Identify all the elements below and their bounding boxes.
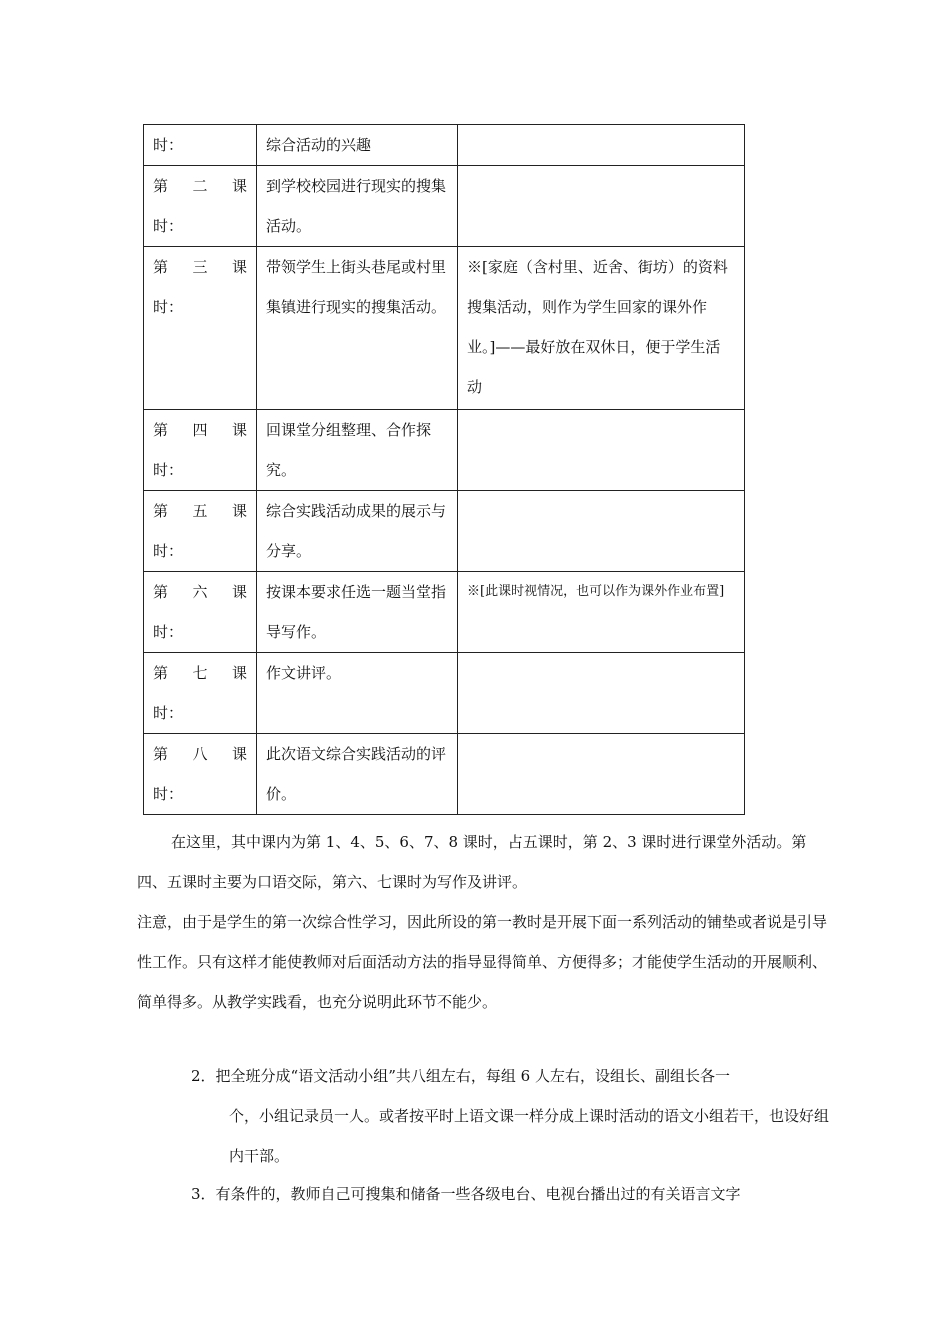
table-row <box>144 166 745 247</box>
table-row <box>144 734 745 815</box>
table-row <box>144 125 745 166</box>
note-cell <box>458 410 745 491</box>
activity-cell: 按课本要求任选一题当堂指导写作。 <box>257 572 458 653</box>
note-cell: ※[家庭（含村里、近舍、街坊）的资料搜集活动，则作为学生回家的课外作业。]——最好放在双休日，便于学生活动 <box>458 247 745 410</box>
list-item-continuation: 个，小组记录员一人。或者按平时上语文课一样分成上课时活动的语文小组若干，也设好组内干部。 <box>229 1107 830 1165</box>
lesson-suffix: 时： <box>153 623 184 641</box>
lesson-cell <box>144 491 257 572</box>
lesson-suffix: 时： <box>153 136 184 154</box>
table-row <box>144 572 745 653</box>
lesson-label: 第 六 课 <box>153 583 247 601</box>
table-row <box>144 491 745 572</box>
list-item <box>191 1056 831 1176</box>
lesson-suffix: 时： <box>153 298 184 316</box>
lesson-cell <box>144 247 257 410</box>
note-cell <box>458 653 745 734</box>
schedule-body <box>144 125 745 815</box>
activity-cell: 此次语文综合实践活动的评价。 <box>257 734 458 815</box>
note-cell <box>458 125 745 166</box>
table-row <box>144 247 745 410</box>
lesson-label: 第 八 课 <box>153 745 247 763</box>
lesson-cell <box>144 125 257 166</box>
lesson-suffix: 时： <box>153 461 184 479</box>
note-cell <box>458 166 745 247</box>
lesson-suffix: 时： <box>153 704 184 722</box>
note-cell <box>458 491 745 572</box>
lesson-label: 第 五 课 <box>153 502 247 520</box>
lesson-label: 第 七 课 <box>153 664 247 682</box>
lesson-label: 第 四 课 <box>153 421 247 439</box>
lesson-cell <box>144 653 257 734</box>
lesson-label: 第 二 课 <box>153 177 247 195</box>
activity-cell: 带领学生上街头巷尾或村里集镇进行现实的搜集活动。 <box>257 247 458 410</box>
lesson-cell <box>144 734 257 815</box>
activity-cell: 到学校校园进行现实的搜集活动。 <box>257 166 458 247</box>
lesson-cell <box>144 410 257 491</box>
list-item: 3．有条件的，教师自己可搜集和储备一些各级电台、电视台播出过的有关语言文字 <box>191 1185 741 1203</box>
activity-cell: 综合活动的兴趣 <box>257 125 458 166</box>
activity-cell: 作文讲评。 <box>257 653 458 734</box>
list-item-first-line: 2．把全班分成“语文活动小组”共八组左右，每组 6 人左右，设组长、副组长各一 <box>191 1067 730 1085</box>
summary-paragraph: 在这里，其中课内为第 1、4、5、6、7、8 课时，占五课时，第 2、3 课时进行课堂外活动。第四、五课时主要为口语交际，第六、七课时为写作及讲评。 <box>137 833 807 891</box>
lesson-suffix: 时： <box>153 542 184 560</box>
lesson-suffix: 时： <box>153 785 184 803</box>
note-cell: ※[此课时视情况，也可以作为课外作业布置] <box>458 572 745 653</box>
lesson-label: 第 三 课 <box>153 258 247 276</box>
lesson-cell <box>144 166 257 247</box>
table-row <box>144 653 745 734</box>
note-cell <box>458 734 745 815</box>
note-paragraph: 注意，由于是学生的第一次综合性学习，因此所设的第一教时是开展下面一系列活动的铺垫或者说是引导性工作。只有这样才能使教师对后面活动方法的指导显得简单、方便得多；才能使学生活动的开展顺利、简单得多。从教学实践看，也充分说明此环节不能少。 <box>137 913 828 1011</box>
table-row <box>144 410 745 491</box>
lesson-schedule-table <box>143 124 745 815</box>
lesson-cell <box>144 572 257 653</box>
lesson-suffix: 时： <box>153 217 184 235</box>
activity-cell: 回课堂分组整理、合作探究。 <box>257 410 458 491</box>
activity-cell: 综合实践活动成果的展示与分享。 <box>257 491 458 572</box>
